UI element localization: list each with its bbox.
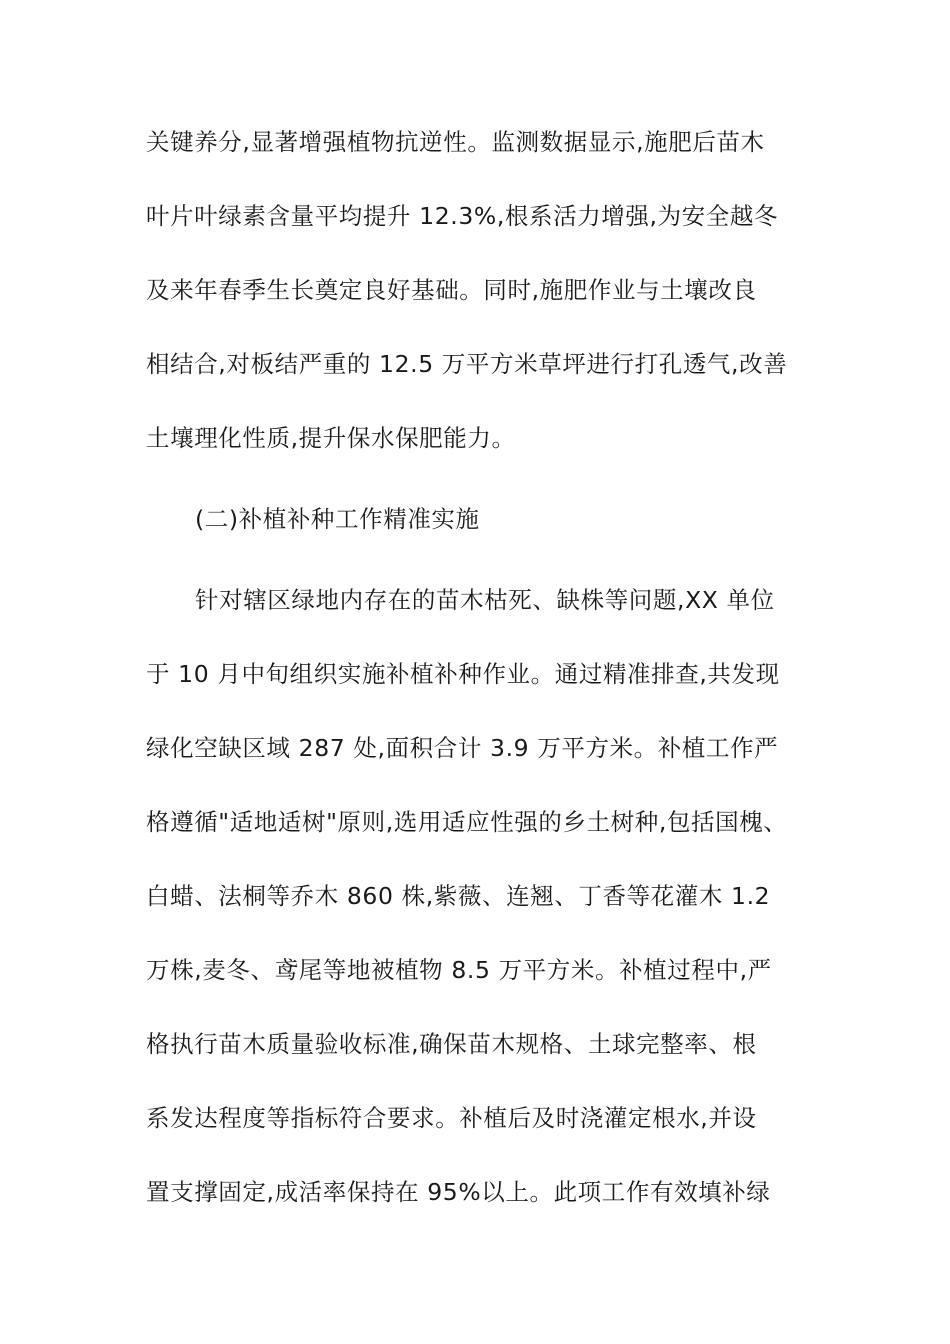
paragraph-line: 万株,麦冬、鸢尾等地被植物 8.5 万平方米。补植过程中,严	[146, 956, 772, 984]
paragraph-line: 置支撑固定,成活率保持在 95%以上。此项工作有效填补绿	[146, 1178, 771, 1206]
paragraph-line: 系发达程度等指标符合要求。补植后及时浇灌定根水,并设	[146, 1104, 757, 1132]
paragraph-line: 白蜡、法桐等乔木 860 株,紫薇、连翘、丁香等花灌木 1.2	[146, 882, 771, 910]
paragraph-line: 针对辖区绿地内存在的苗木枯死、缺株等问题,XX 单位	[195, 586, 775, 614]
paragraph-line: 土壤理化性质,提升保水保肥能力。	[146, 424, 516, 452]
paragraph-line: 绿化空缺区域 287 处,面积合计 3.9 万平方米。补植工作严	[146, 734, 779, 762]
paragraph-line: 格遵循"适地适树"原则,选用适应性强的乡土树种,包括国槐、	[146, 808, 788, 836]
section-heading: (二)补植补种工作精准实施	[195, 505, 480, 533]
paragraph-line: 格执行苗木质量验收标准,确保苗木规格、土球完整率、根	[146, 1030, 757, 1058]
paragraph-line: 相结合,对板结严重的 12.5 万平方米草坪进行打孔透气,改善	[146, 350, 788, 378]
paragraph-line: 关键养分,显著增强植物抗逆性。监测数据显示,施肥后苗木	[146, 128, 765, 156]
paragraph-line: 及来年春季生长奠定良好基础。同时,施肥作业与土壤改良	[146, 276, 757, 304]
paragraph-line: 叶片叶绿素含量平均提升 12.3%,根系活力增强,为安全越冬	[146, 202, 779, 230]
paragraph-line: 于 10 月中旬组织实施补植补种作业。通过精准排查,共发现	[146, 660, 780, 688]
